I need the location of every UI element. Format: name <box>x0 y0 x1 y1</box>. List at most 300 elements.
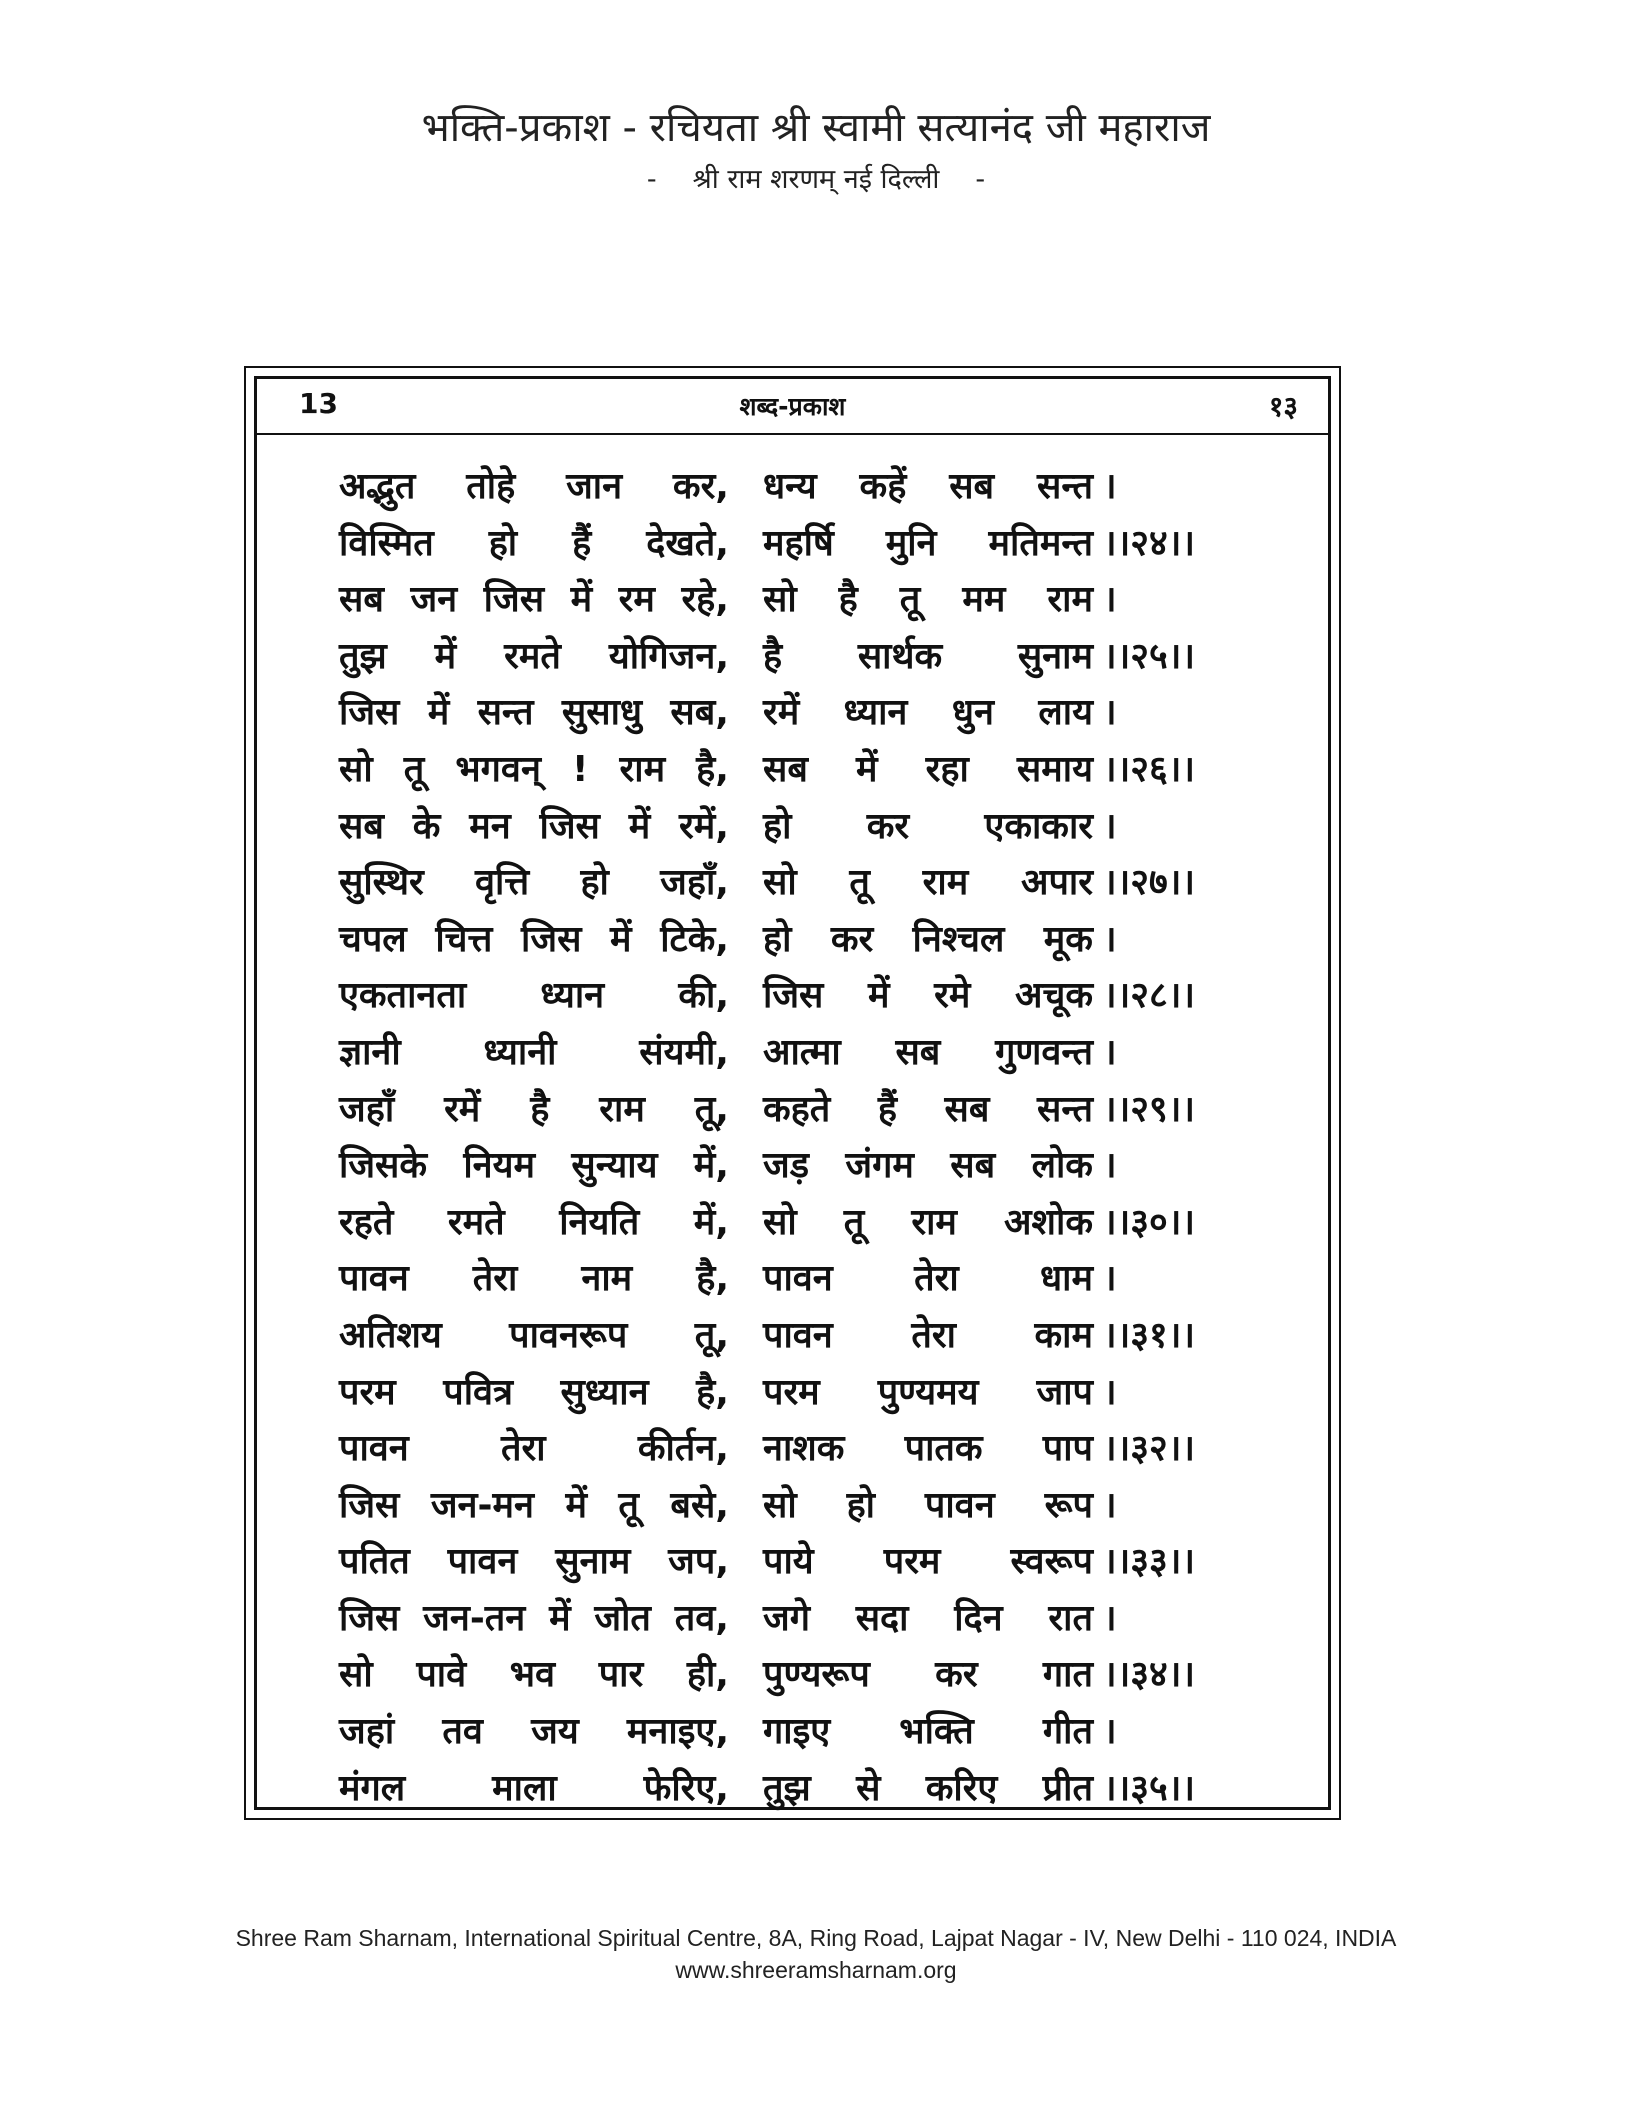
verse-word: जन-मन <box>430 1484 534 1526</box>
page-number-arabic: 13 <box>299 387 338 420</box>
verse-word: हो <box>488 522 518 564</box>
verse-second-half <box>763 629 1093 685</box>
verse-line <box>339 1534 1259 1591</box>
verse-line <box>339 1082 1259 1139</box>
verse-word: समाय <box>1016 748 1093 790</box>
page-number-devanagari: १३ <box>1268 390 1298 423</box>
verse-word: तू <box>618 1484 639 1526</box>
page-running-head <box>257 379 1328 435</box>
verse-word: तोहे <box>466 466 516 507</box>
verse-first-half <box>339 1534 729 1590</box>
verse-word: ध्यानी <box>483 1031 557 1073</box>
verse-second-half <box>763 1138 1093 1194</box>
verse-word: पुण्यरूप <box>763 1654 870 1696</box>
verse-word: तू, <box>694 1088 729 1130</box>
verse-word: तू <box>403 748 425 790</box>
verse-word: में <box>856 748 878 790</box>
verse-word: सो <box>763 1201 797 1243</box>
verse-word: भव <box>509 1654 556 1696</box>
verse-word: रमें <box>444 1088 481 1130</box>
verse-second-half <box>763 1308 1093 1364</box>
verse-word: गुणवन्त <box>995 1031 1093 1073</box>
verse-word: सब <box>339 805 384 847</box>
verse-word: रहा <box>925 748 969 790</box>
verse-first-half <box>339 1478 729 1534</box>
verse-word: पावन <box>447 1541 518 1583</box>
verse-first-half <box>339 1025 729 1081</box>
verse-second-half <box>763 968 1093 1024</box>
verse-word: सार्थक <box>857 635 943 677</box>
verse-first-half <box>339 1195 729 1251</box>
verse-word: है <box>763 635 783 677</box>
chapter-title: शब्द-प्रकाश <box>739 392 846 421</box>
verse-first-half <box>339 1082 729 1138</box>
footer-website: www.shreeramsharnam.org <box>675 1957 957 1983</box>
verse-line <box>339 572 1259 629</box>
verse-line <box>339 968 1259 1025</box>
verse-end-marker: ।।३०।। <box>1103 1201 1196 1243</box>
verse-word: धुन <box>951 692 994 734</box>
verse-word: तू <box>849 862 870 904</box>
verse-word: राम <box>619 748 666 790</box>
verse-line <box>339 1478 1259 1535</box>
verse-word: तेरा <box>914 1258 959 1300</box>
verse-line <box>339 799 1259 856</box>
verse-word: जिस <box>763 975 824 1017</box>
verse-first-half <box>339 516 729 572</box>
verse-word: जय <box>531 1711 579 1753</box>
verse-line <box>339 1195 1259 1252</box>
verse-line <box>339 912 1259 969</box>
verse-word: कीर्तन, <box>637 1428 729 1470</box>
verse-end-marker: । <box>1103 1371 1117 1413</box>
verse-word: अद्भुत <box>339 466 416 507</box>
verse-end-marker: ।।३३।। <box>1103 1541 1196 1583</box>
dash-right: - <box>975 164 986 195</box>
verse-end-marker: । <box>1103 1711 1117 1753</box>
verse-word: में <box>610 918 632 960</box>
verse-word: पाप <box>1042 1428 1093 1470</box>
verse-word: गीत <box>1042 1711 1093 1753</box>
verse-end-marker: । <box>1103 579 1117 621</box>
verse-word: हैं <box>877 1088 897 1130</box>
verse-word: गाइए <box>763 1711 831 1753</box>
verse-first-half <box>339 968 729 1024</box>
verse-word: रमें, <box>679 805 729 847</box>
verse-word: जिसके <box>339 1145 428 1187</box>
verse-second-half <box>763 1591 1093 1647</box>
verse-second-half <box>763 742 1093 798</box>
verse-word: नाशक <box>763 1428 845 1470</box>
verse-word: मंगल <box>339 1767 406 1809</box>
verse-line <box>339 1025 1259 1082</box>
verse-word: गात <box>1042 1654 1093 1696</box>
verse-word: ही, <box>686 1654 729 1696</box>
verse-word: देखते, <box>646 522 729 564</box>
verse-word: में <box>427 692 450 734</box>
verse-line <box>339 516 1259 573</box>
verse-word: पावनरूप <box>509 1314 628 1356</box>
publisher-line <box>0 158 1632 202</box>
verse-second-half <box>763 1478 1093 1534</box>
verse-word: जिस <box>339 1597 400 1639</box>
verse-word: तुझ <box>763 1767 811 1809</box>
verse-word: में <box>434 635 457 677</box>
document-footer <box>0 1922 1632 1986</box>
verse-word: रहे, <box>681 579 729 621</box>
verse-first-half <box>339 629 729 685</box>
verse-word: तू <box>899 579 921 621</box>
verse-word: जहां <box>339 1711 395 1753</box>
verse-first-half <box>339 1704 729 1760</box>
book-title: भक्ति-प्रकाश - रचियता श्री स्वामी सत्यानंद जी महाराज <box>421 105 1211 151</box>
verse-first-half <box>339 1647 729 1703</box>
verse-first-half <box>339 1308 729 1364</box>
verse-line <box>339 1421 1259 1478</box>
verse-word: जप, <box>668 1541 729 1583</box>
verse-word: पाये <box>763 1541 814 1583</box>
verse-word: राम <box>599 1088 645 1130</box>
verse-word: पावन <box>763 1258 833 1300</box>
verse-word: लाय <box>1038 692 1093 734</box>
verse-word: ! <box>572 748 589 790</box>
verse-word: कर <box>935 1654 978 1696</box>
verse-word: जिस <box>521 918 582 960</box>
verse-word: सब <box>895 1031 941 1073</box>
verse-word: हैं <box>572 522 592 564</box>
verse-word: तव, <box>674 1597 729 1639</box>
verse-first-half <box>339 685 729 741</box>
verse-word: काम <box>1034 1314 1093 1356</box>
verse-word: सो <box>339 748 373 790</box>
verse-line <box>339 1365 1259 1422</box>
verse-word: हो <box>763 918 792 960</box>
verse-word: हो <box>763 805 792 847</box>
verse-word: बसे, <box>670 1484 729 1526</box>
verse-word: है, <box>696 1371 729 1413</box>
verse-second-half <box>763 1534 1093 1590</box>
verse-line <box>339 1138 1259 1195</box>
verse-word: तेरा <box>472 1258 518 1300</box>
verse-word: सब <box>763 748 808 790</box>
verse-word: भगवन् <box>455 748 541 790</box>
verse-first-half <box>339 1421 729 1477</box>
verse-word: पातक <box>904 1428 983 1470</box>
verse-first-half <box>339 1365 729 1421</box>
verse-word: है <box>530 1088 550 1130</box>
verse-second-half <box>763 1365 1093 1421</box>
footer-address: Shree Ram Sharnam, International Spiritual Centre, 8A, Ring Road, Lajpat Nagar - IV, New Delhi - 110 024, INDIA <box>235 1925 1397 1951</box>
verse-end-marker: ।।३५।। <box>1103 1767 1196 1809</box>
verse-word: जन <box>410 579 458 621</box>
verse-word: सब <box>950 1145 996 1187</box>
verse-line <box>339 685 1259 742</box>
verse-word: योगिजन, <box>608 635 729 677</box>
verse-end-marker: । <box>1103 1484 1117 1526</box>
verse-word: पार <box>598 1654 644 1696</box>
verse-word: नियति <box>559 1201 640 1243</box>
verse-line <box>339 1761 1259 1818</box>
verse-word: है <box>838 579 858 621</box>
verse-second-half <box>763 1761 1093 1817</box>
verse-word: सदा <box>855 1597 909 1639</box>
verse-word: सो <box>763 1484 797 1526</box>
verse-word: सब <box>944 1088 990 1130</box>
verse-word: स्वरूप <box>1010 1541 1093 1583</box>
verse-word: लोक <box>1031 1145 1093 1187</box>
verse-word: रहते <box>339 1201 394 1243</box>
verse-word: रमते <box>504 635 561 677</box>
verse-line <box>339 742 1259 799</box>
verse-end-marker: । <box>1103 1258 1117 1300</box>
verse-word: सब <box>949 466 995 507</box>
verse-word: रमते <box>447 1201 505 1243</box>
verse-word: अतिशय <box>339 1314 442 1356</box>
verse-line <box>339 459 1259 516</box>
verse-list <box>339 459 1259 1817</box>
verse-word: राम <box>911 1201 957 1243</box>
verse-word: राम <box>1047 579 1093 621</box>
verse-end-marker: ।।२७।। <box>1103 862 1196 904</box>
verse-word: मतिमन्त <box>988 522 1093 564</box>
verse-end-marker: । <box>1103 692 1117 734</box>
verse-word: रमें <box>763 692 800 734</box>
verse-second-half <box>763 1647 1093 1703</box>
verse-word: अचूक <box>1014 975 1093 1017</box>
verse-word: कहें <box>859 466 907 507</box>
verse-word: में <box>549 1597 571 1639</box>
verse-word: जहाँ, <box>660 862 729 904</box>
verse-word: मुनि <box>885 522 937 564</box>
verse-word: जोत <box>594 1597 651 1639</box>
verse-second-half <box>763 912 1093 968</box>
verse-word: नाम <box>581 1258 633 1300</box>
verse-word: कर, <box>672 466 729 507</box>
verse-first-half <box>339 459 729 515</box>
verse-word: तेरा <box>911 1314 956 1356</box>
verse-word: मन <box>469 805 511 847</box>
verse-second-half <box>763 799 1093 855</box>
verse-word: जड़ <box>763 1145 809 1187</box>
verse-word: नियम <box>463 1145 536 1187</box>
verse-word: परम <box>883 1541 941 1583</box>
verse-word: अपार <box>1020 862 1093 904</box>
verse-word: में <box>867 975 890 1017</box>
publisher-name: श्री राम शरणम् नई दिल्ली <box>692 164 940 195</box>
verse-word: सब, <box>670 692 729 734</box>
verse-word: सुसाधु <box>561 692 643 734</box>
verse-word: जहाँ <box>339 1088 395 1130</box>
verse-word: चित्त <box>435 918 493 960</box>
verse-word: रूप <box>1044 1484 1093 1526</box>
verse-word: सन्त <box>477 692 534 734</box>
verse-word: ध्यान <box>843 692 908 734</box>
verse-word: परम <box>763 1371 820 1413</box>
verse-word: अशोक <box>1004 1201 1093 1243</box>
verse-word: निश्चल <box>912 918 1005 960</box>
verse-word: में, <box>693 1145 729 1187</box>
verse-second-half <box>763 1421 1093 1477</box>
verse-word: दिन <box>954 1597 1003 1639</box>
verse-word: पावन <box>763 1314 833 1356</box>
verse-word: में <box>565 1484 587 1526</box>
verse-end-marker: ।।३१।। <box>1103 1314 1196 1356</box>
verse-first-half <box>339 742 729 798</box>
verse-word: सन्त <box>1037 466 1093 507</box>
verse-word: आत्मा <box>763 1031 841 1073</box>
verse-first-half <box>339 1251 729 1307</box>
verse-word: जंगम <box>845 1145 914 1187</box>
verse-word: तुझ <box>339 635 387 677</box>
verse-word: से <box>856 1767 881 1809</box>
verse-word: मनाइए, <box>626 1711 729 1753</box>
verse-line <box>339 1704 1259 1761</box>
verse-word: हो <box>580 862 609 904</box>
verse-word: धन्य <box>763 466 817 507</box>
verse-word: मूक <box>1043 918 1093 960</box>
verse-second-half <box>763 459 1093 515</box>
verse-end-marker: ।।२४।। <box>1103 522 1196 564</box>
verse-word: में, <box>693 1201 729 1243</box>
verse-word: सुस्थिर <box>339 862 424 904</box>
verse-first-half <box>339 572 729 628</box>
verse-end-marker: ।।२५।। <box>1103 635 1196 677</box>
verse-word: जिस <box>339 1484 400 1526</box>
verse-word: पावन <box>339 1258 409 1300</box>
verse-line <box>339 629 1259 686</box>
verse-word: सुन्याय <box>571 1145 658 1187</box>
verse-word: ध्यान <box>540 975 605 1017</box>
verse-second-half <box>763 1195 1093 1251</box>
verse-end-marker: ।।३४।। <box>1103 1654 1196 1696</box>
verse-word: टिके, <box>660 918 729 960</box>
verse-word: माला <box>492 1767 557 1809</box>
verse-second-half <box>763 572 1093 628</box>
verse-word: सो <box>763 579 797 621</box>
verse-word: की, <box>678 975 729 1017</box>
verse-word: जिस <box>483 579 545 621</box>
verse-word: पावन <box>924 1484 995 1526</box>
document-header <box>0 100 1632 202</box>
verse-word: प्रीत <box>1042 1767 1093 1809</box>
verse-line <box>339 1647 1259 1704</box>
verse-word: संयमी, <box>639 1031 729 1073</box>
verse-first-half <box>339 799 729 855</box>
verse-word: जाप <box>1036 1371 1093 1413</box>
verse-line <box>339 1308 1259 1365</box>
verse-word: जगे <box>763 1597 810 1639</box>
verse-word: हो <box>846 1484 876 1526</box>
verse-word: कर <box>866 805 910 847</box>
verse-line <box>339 1251 1259 1308</box>
verse-second-half <box>763 516 1093 572</box>
verse-end-marker: ।।३२।। <box>1103 1428 1196 1470</box>
verse-word: सन्त <box>1037 1088 1093 1130</box>
verse-end-marker: । <box>1103 918 1117 960</box>
verse-word: सुनाम <box>1017 635 1093 677</box>
verse-second-half <box>763 855 1093 911</box>
verse-word: जिस <box>339 692 400 734</box>
verse-word: सो <box>339 1654 373 1696</box>
verse-word: करिए <box>925 1767 998 1809</box>
verse-word: पतित <box>339 1541 410 1583</box>
verse-word: जन-तन <box>423 1597 526 1639</box>
verse-second-half <box>763 1251 1093 1307</box>
verse-first-half <box>339 1761 729 1817</box>
verse-word: परम <box>339 1371 396 1413</box>
verse-word: भक्ति <box>899 1711 974 1753</box>
verse-word: सुध्यान <box>560 1371 649 1413</box>
verse-word: फेरिए, <box>643 1767 729 1809</box>
verse-word: तेरा <box>501 1428 546 1470</box>
verse-second-half <box>763 685 1093 741</box>
verse-first-half <box>339 855 729 911</box>
verse-word: सब <box>339 579 384 621</box>
verse-word: मम <box>962 579 1006 621</box>
verse-word: चपल <box>339 918 407 960</box>
verse-word: रात <box>1048 1597 1093 1639</box>
dash-left: - <box>646 164 657 195</box>
verse-first-half <box>339 1591 729 1647</box>
page-border <box>254 376 1331 1810</box>
verse-word: तू <box>843 1201 865 1243</box>
verse-word: सो <box>763 862 797 904</box>
verse-end-marker: ।।२६।। <box>1103 748 1196 790</box>
verse-word: जान <box>566 466 623 507</box>
verse-word: कहते <box>763 1088 831 1130</box>
verse-end-marker: । <box>1103 466 1117 507</box>
verse-end-marker: । <box>1103 1145 1117 1187</box>
verse-second-half <box>763 1082 1093 1138</box>
verse-line <box>339 855 1259 912</box>
verse-word: तव <box>442 1711 483 1753</box>
verse-word: में <box>628 805 651 847</box>
verse-first-half <box>339 912 729 968</box>
verse-word: ज्ञानी <box>339 1031 401 1073</box>
verse-word: एकाकार <box>984 805 1093 847</box>
verse-word: रमे <box>934 975 971 1017</box>
verse-word: विस्मित <box>339 522 434 564</box>
verse-word: पवित्र <box>443 1371 513 1413</box>
verse-first-half <box>339 1138 729 1194</box>
verse-word: तू, <box>694 1314 729 1356</box>
verse-second-half <box>763 1704 1093 1760</box>
verse-second-half <box>763 1025 1093 1081</box>
verse-word: पुण्यमय <box>877 1371 979 1413</box>
verse-word: धाम <box>1039 1258 1093 1300</box>
verse-word: रम <box>618 579 655 621</box>
verse-end-marker: । <box>1103 1031 1117 1073</box>
verse-line <box>339 1591 1259 1648</box>
scanned-page-frame <box>244 366 1341 1820</box>
verse-end-marker: । <box>1103 1597 1117 1639</box>
verse-word: पावे <box>416 1654 467 1696</box>
verse-word: कर <box>830 918 874 960</box>
verse-end-marker: । <box>1103 805 1117 847</box>
verse-word: है, <box>696 748 729 790</box>
verse-word: महर्षि <box>763 522 834 564</box>
verse-word: राम <box>922 862 969 904</box>
verse-word: है, <box>696 1258 729 1300</box>
verse-word: जिस <box>539 805 600 847</box>
verse-word: पावन <box>339 1428 409 1470</box>
verse-word: सुनाम <box>555 1541 631 1583</box>
verse-word: के <box>412 805 441 847</box>
verse-end-marker: ।।२८।। <box>1103 975 1196 1017</box>
verse-word: एकतानता <box>339 975 467 1017</box>
verse-word: में <box>570 579 593 621</box>
verse-word: वृत्ति <box>474 862 530 904</box>
